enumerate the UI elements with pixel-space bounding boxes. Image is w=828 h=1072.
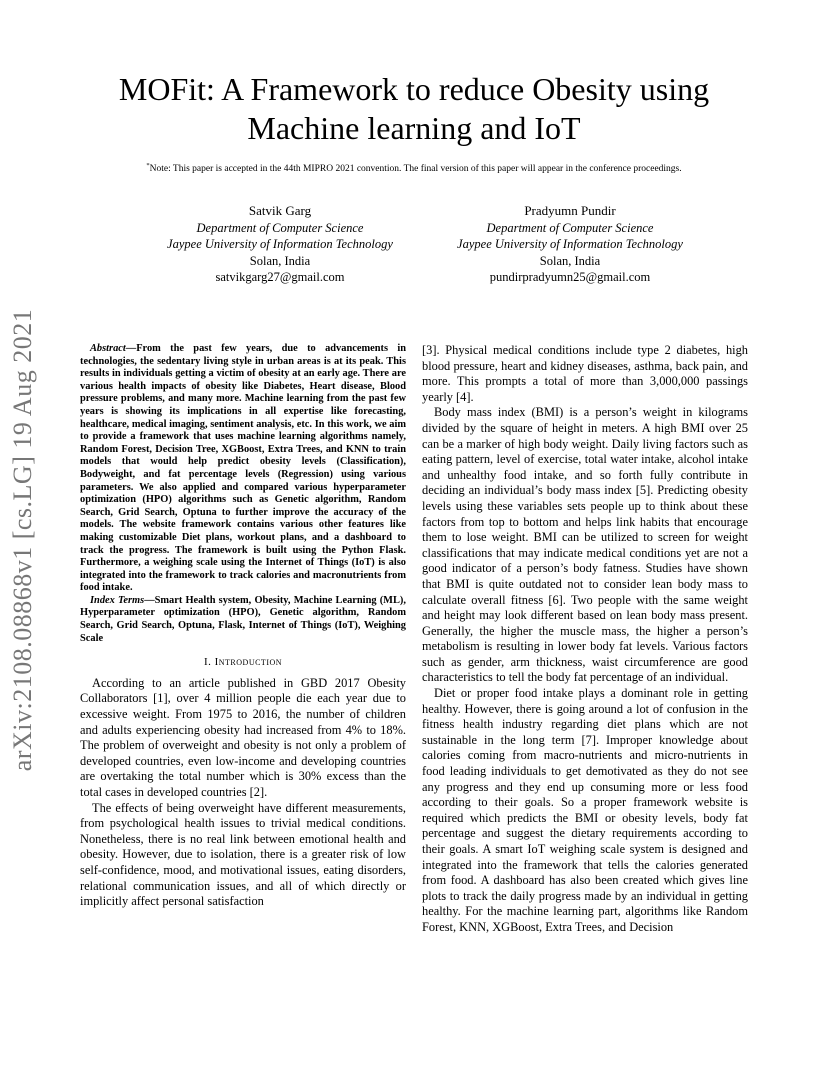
index-terms-label: Index Terms — [90, 594, 145, 606]
index-terms-text: —Smart Health system, Obesity, Machine Learning (ML), Hyperparameter optimization (HPO), Genetic algorithm, Random Search, Grid Search, Optuna, Flask, Internet of Things (IoT), Weighing Scale — [80, 594, 406, 644]
acceptance-note — [60, 162, 768, 174]
paragraph: According to an article published in GBD 2017 Obesity Collaborators [1], over 4 million people die each year due to excessive weight. From 1975 to 2016, the number of children and adults experiencing obesity had increased from 4% to 18%. The problem of overweight and obesity is not only a problem of developed countries, even low-income and developing countries are overtaking the total number which is 30% excess than the total cases in developed countries [2]. — [80, 675, 406, 799]
abstract-label: Abstract — [90, 343, 126, 354]
paragraph: [3]. Physical medical conditions include type 2 diabetes, high blood pressure, heart and kidney diseases, asthma, back pain, and more. This prompts a total of more than 3,000,000 passings yearly [4]. — [422, 343, 748, 404]
author-name: Satvik Garg — [248, 203, 312, 218]
index-terms — [80, 595, 406, 645]
paper-title — [60, 70, 768, 148]
paragraph: Body mass index (BMI) is a person’s weight in kilograms divided by the square of height in meters. A high BMI over 25 can be a marker of high body weight. Daily living factors such as eating pattern, level of exercise, total water intake, alcohol intake and unhealthy food intake, and so forth fully contribute in deciding an individual’s body mass index [5]. Predicting obesity levels using these variables sets people up to think about these factors from top to bottom and helps link habits that encourage them to lose weight. BMI can be utilized to screen for weight classifications that may indicate medical conditions yet are not a good indicator of a person’s body fatness. Studies have shown that BMI is quite outdated not to consider lean body mass to calculate overall fitness [6]. Two people with the same weight and height may look different based on lean body mass present. Generally, the higher the muscle mass, the higher a person’s metabolism is resulting in lower body fat levels. Various factors such as gender, arm thickness, waist circumference are good characteristics to tell the body fat percentage of an individual. — [422, 405, 748, 685]
section-heading-introduction: I. Introduction — [203, 656, 283, 669]
author-dept: Department of Computer Science — [196, 220, 364, 235]
author-block-2 — [420, 203, 720, 286]
author-univ: Jaypee University of Information Technology — [457, 237, 683, 251]
title-line-1: MOFit: A Framework to reduce Obesity using — [118, 71, 710, 107]
note-text: Note: This paper is accepted in the 44th MIPRO 2021 convention. The final version of this paper will appear in the conference proceedings. — [149, 164, 682, 175]
paragraph: Diet or proper food intake plays a dominant role in getting healthy. However, there is going around a lot of confusion in the fitness health industry regarding diet plans which are not sustainable in the long term [7]. Improper knowledge about calories coming from macro-nutrients and micro-nutrients in food leading individuals to get demotivated as they do not see any progress and they end up consuming more or less food according to their goals. So a proper framework website is required which predicts the BMI or obesity levels, body fat percentage and suggest the dietary requirements according to their goals. A smart IoT weighing scale system is designed and integrated into the framework that tells the calories generated from food. A dashboard has also been created which gives line plots to track the daily progress made by an individual in getting healthy. For the machine learning part, algorithms like Random Forest, KNN, XGBoost, Extra Trees, and Decision — [422, 686, 748, 934]
abstract-text: —From the past few years, due to advancements in technologies, the sedentary living style in urban areas is at its peak. This results in individuals getting a victim of obesity at an early age. There are various health impacts of obesity like Diabetes, Heart disease, Blood pressure problems, and many more. Machine learning from the past few years is showing its implications in all expertise like forecasting, healthcare, medical imaging, sentiment analysis, etc. In this work, we aim to provide a framework that uses machine learning algorithms namely, Random Forest, Decision Tree, XGBoost, Extra Trees, and KNN to train models that would help predict obesity levels (Classification), Bodyweight, and fat percentage levels (Regression) using various parameters. We also applied and compared various hyperparameter optimization (HPO) algorithms such as Genetic algorithm, Random Search, Grid Search, Optuna to further improve the accuracy of the models. The website framework contains various other features like making customizable Diet plans, workout plans, and a dashboard to track the progress. The framework is built using the Python Flask. Furthermore, a weighing scale using the Internet of Things (IoT) is also integrated into the framework to track calories and macronutrients from food intake. — [80, 343, 406, 594]
author-email: satvikgarg27@gmail.com — [215, 270, 345, 284]
author-location: Solan, India — [249, 253, 311, 268]
author-block-1 — [130, 203, 430, 286]
abstract — [80, 343, 406, 595]
author-name: Pradyumn Pundir — [524, 203, 616, 218]
left-column — [80, 343, 406, 910]
arxiv-stamp: arXiv:2108.08868v1 [cs.LG] 19 Aug 2021 — [8, 308, 37, 772]
note-mark: * — [146, 162, 150, 169]
author-dept: Department of Computer Science — [486, 220, 654, 235]
title-line-2: Machine learning and IoT — [247, 110, 581, 146]
right-column — [422, 343, 748, 936]
author-univ: Jaypee University of Information Technology — [167, 237, 393, 251]
author-location: Solan, India — [539, 253, 601, 268]
paragraph: The effects of being overweight have different measurements, from psychological health issues to trivial medical conditions. Nonetheless, there is no real link between emotional health and obesity. However, due to isolation, there is a greater risk of low self-confidence, mood, and motivational issues, eating disorders, relational communication issues, and all of which directly or implicitly affect personal satisfaction — [80, 800, 406, 909]
author-email: pundirpradyumn25@gmail.com — [489, 270, 651, 284]
